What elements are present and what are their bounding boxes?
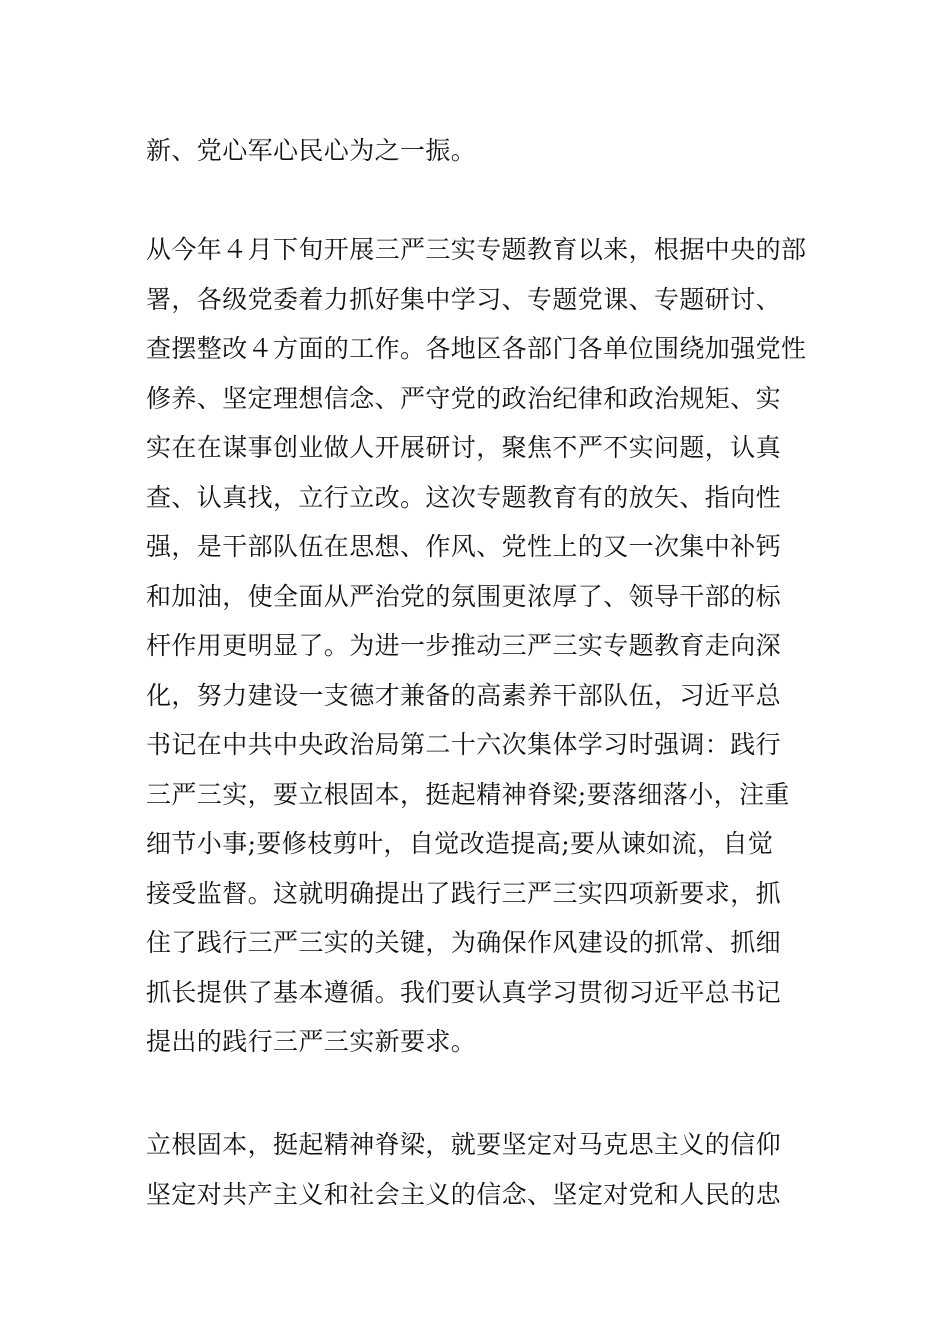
paragraph-line: 细节小事;要修枝剪叶，自觉改造提高;要从谏如流，自觉 bbox=[146, 829, 774, 858]
paragraph-line: 坚定对共产主义和社会主义的信念、坚定对党和人民的忠 bbox=[146, 1179, 782, 1209]
paragraph-line: 查摆整改４方面的工作。各地区各部门各单位围绕加强党性 bbox=[146, 334, 807, 363]
paragraph-1 bbox=[146, 126, 816, 176]
paragraph-line: 从今年４月下旬开展三严三实专题教育以来，根据中央的部 bbox=[146, 235, 807, 264]
paragraph-line: 抓长提供了基本遵循。我们要认真学习贯彻习近平总书记 bbox=[146, 977, 782, 1007]
paragraph-3 bbox=[146, 1120, 816, 1219]
paragraph-line: 署，各级党委着力抓好集中学习、专题党课、专题研讨、 bbox=[146, 284, 782, 314]
paragraph-line: 实在在谋事创业做人开展研讨，聚焦不严不实问题，认真 bbox=[146, 433, 782, 462]
paragraph-line: 立根固本，挺起精神脊梁，就要坚定对马克思主义的信仰 bbox=[146, 1130, 782, 1159]
paragraph-line: 住了践行三严三实的关键，为确保作风建设的抓常、抓细 bbox=[146, 928, 782, 957]
paragraph-line: 三严三实，要立根固本，挺起精神脊梁;要落细落小，注重 bbox=[146, 779, 790, 809]
paragraph-line: 强，是干部队伍在思想、作风、党性上的又一次集中补钙 bbox=[146, 532, 782, 561]
paragraph-line: 化，努力建设一支德才兼备的高素养干部队伍，习近平总 bbox=[146, 680, 782, 710]
paragraph-line: 和加油，使全面从严治党的氛围更浓厚了、领导干部的标 bbox=[146, 581, 782, 611]
paragraph-line: 接受监督。这就明确提出了践行三严三实四项新要求，抓 bbox=[146, 878, 782, 908]
paragraph-line: 书记在中共中央政治局第二十六次集体学习时强调：践行 bbox=[146, 730, 782, 759]
paragraph-line: 杆作用更明显了。为进一步推动三严三实专题教育走向深 bbox=[146, 631, 782, 660]
paragraph-2 bbox=[146, 225, 816, 1067]
paragraph-line: 修养、坚定理想信念、严守党的政治纪律和政治规矩、实 bbox=[146, 383, 782, 413]
paragraph-line: 新、党心军心民心为之一振。 bbox=[146, 136, 477, 165]
paragraph-line: 提出的践行三严三实新要求。 bbox=[146, 1027, 477, 1056]
paragraph-line: 查、认真找，立行立改。这次专题教育有的放矢、指向性 bbox=[146, 482, 782, 512]
